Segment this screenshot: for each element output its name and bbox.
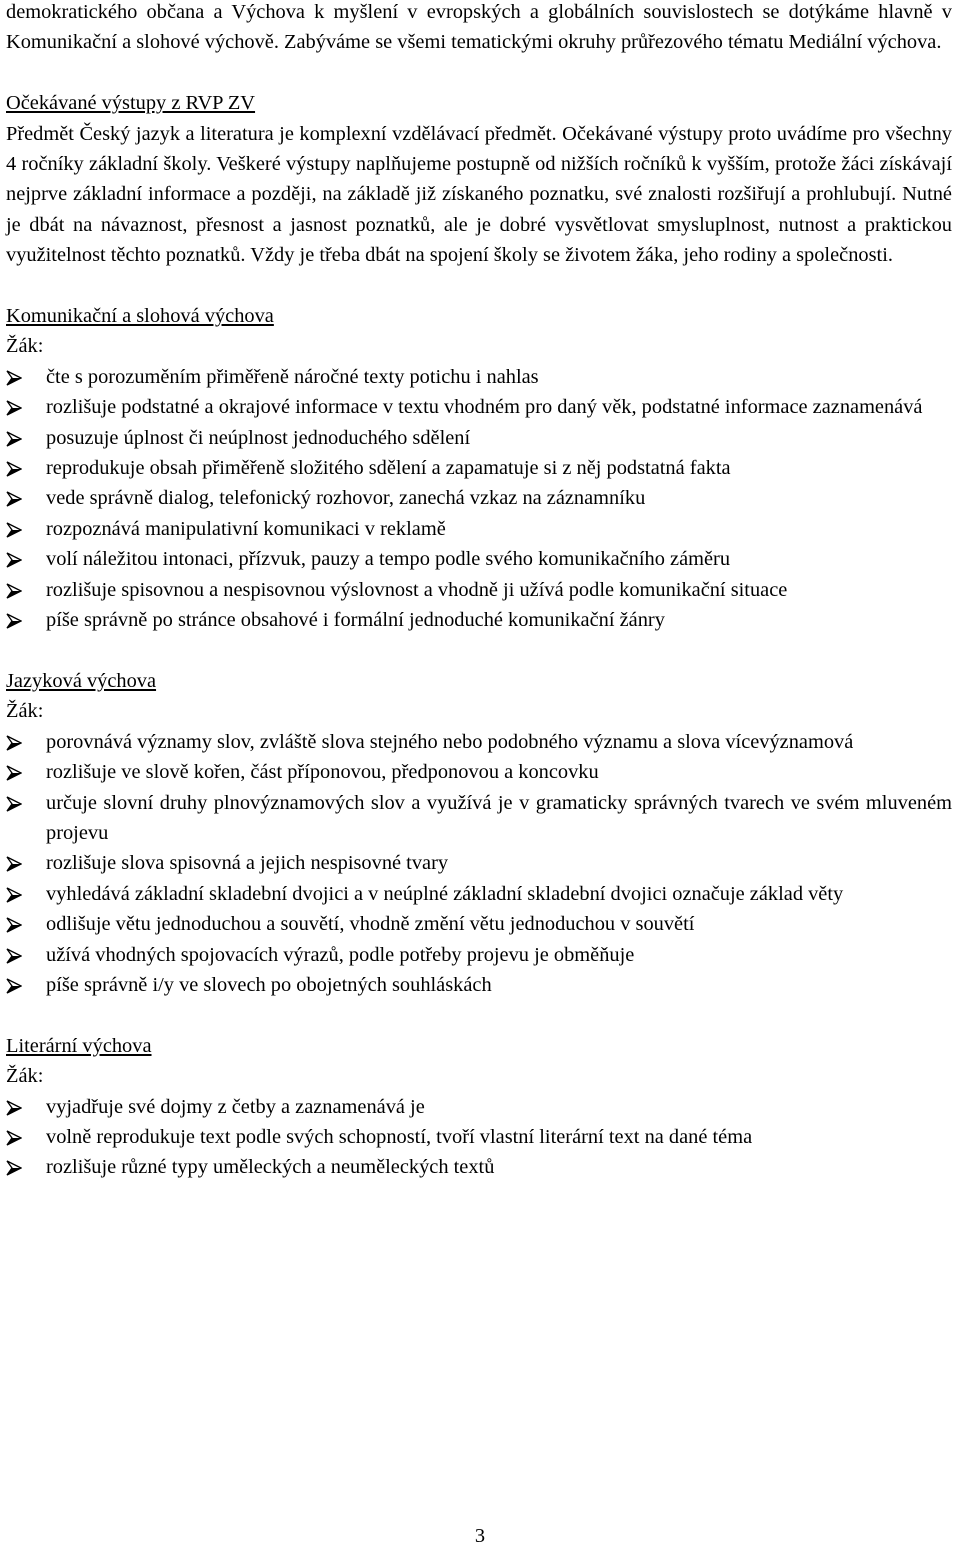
list-item-text: rozlišuje spisovnou a nespisovnou výslovnost a vhodně ji užívá podle komunikační situace bbox=[46, 578, 788, 601]
list-item-text: vyjadřuje své dojmy z četby a zaznamenává je bbox=[46, 1095, 425, 1118]
pupil-label: Žák: bbox=[6, 1065, 44, 1088]
outcome-list bbox=[6, 1092, 952, 1183]
arrowhead-bullet-icon bbox=[6, 796, 22, 812]
list-item-text: píše správně po stránce obsahové i formální jednoduché komunikační žánry bbox=[46, 609, 665, 632]
arrowhead-bullet-icon bbox=[6, 1130, 22, 1146]
list-item bbox=[6, 514, 952, 544]
list-item bbox=[6, 605, 952, 635]
spacer bbox=[6, 636, 952, 666]
spacer bbox=[6, 58, 952, 88]
arrowhead-bullet-icon bbox=[6, 400, 22, 416]
list-item bbox=[6, 757, 952, 787]
list-item-text: vede správně dialog, telefonický rozhovor, zanechá vzkaz na záznamníku bbox=[46, 487, 646, 510]
list-item bbox=[6, 423, 952, 453]
intro-paragraph: demokratického občana a Výchova k myšlení v evropských a globálních souvislostech se dotýkáme hlavně v Komunikační a slohové výchově. Zabýváme se všemi tematickými okruhy průřezového tématu Mediální výchova. bbox=[6, 1, 952, 54]
list-item bbox=[6, 909, 952, 939]
list-item-text: rozlišuje slova spisovná a jejich nespisovné tvary bbox=[46, 852, 449, 875]
list-item-text: volí náležitou intonaci, přízvuk, pauzy a tempo podle svého komunikačního záměru bbox=[46, 548, 731, 571]
arrowhead-bullet-icon bbox=[6, 583, 22, 599]
outcome-list bbox=[6, 362, 952, 636]
list-item-text: rozlišuje ve slově kořen, část příponovou, předponovou a koncovku bbox=[46, 761, 599, 784]
list-item bbox=[6, 1122, 952, 1152]
list-item-text: odlišuje větu jednoduchou a souvětí, vhodně změní větu jednoduchou v souvětí bbox=[46, 913, 695, 936]
arrowhead-bullet-icon bbox=[6, 978, 22, 994]
pupil-label: Žák: bbox=[6, 335, 44, 358]
list-item-text: posuzuje úplnost či neúplnost jednoduchého sdělení bbox=[46, 426, 471, 449]
arrowhead-bullet-icon bbox=[6, 735, 22, 751]
list-item bbox=[6, 362, 952, 392]
arrowhead-bullet-icon bbox=[6, 1100, 22, 1116]
expected-outputs-paragraph: Předmět Český jazyk a literatura je komplexní vzdělávací předmět. Očekávané výstupy proto uvádíme pro všechny 4 ročníky základní školy. Veškeré výstupy naplňujeme postupně od nižších ročníků k vyšším, protože žáci získávají nejprve základní informace a později, na základě již získaného poznatku, své znalosti rozšiřují a prohlubují. Nutné je dbát na návaznost, přesnost a jasnost poznatků, ale je dobré vysvětlovat smysluplnost, nutnost a praktickou využitelnost těchto poznatků. Vždy je třeba dbát na spojení školy se životem žáka, jeho rodiny a společnosti. bbox=[6, 122, 952, 267]
list-item bbox=[6, 940, 952, 970]
arrowhead-bullet-icon bbox=[6, 765, 22, 781]
section-heading: Jazyková výchova bbox=[6, 669, 157, 692]
expected-outputs-heading: Očekávané výstupy z RVP ZV bbox=[6, 92, 256, 115]
list-item-text: rozlišuje podstatné a okrajové informace v textu vhodném pro daný věk, podstatné informace zaznamenává bbox=[46, 396, 923, 419]
pupil-label: Žák: bbox=[6, 700, 44, 723]
list-item-text: užívá vhodných spojovacích výrazů, podle potřeby projevu je obměňuje bbox=[46, 943, 635, 966]
list-item-text: porovnává významy slov, zvláště slova stejného nebo podobného významu a slova vícevýznamová bbox=[46, 730, 854, 753]
arrowhead-bullet-icon bbox=[6, 552, 22, 568]
arrowhead-bullet-icon bbox=[6, 917, 22, 933]
list-item bbox=[6, 970, 952, 1000]
list-item bbox=[6, 879, 952, 909]
list-item-text: určuje slovní druhy plnovýznamových slov a využívá je v gramaticky správných tvarech ve svém mluveném projevu bbox=[46, 791, 952, 844]
list-item bbox=[6, 1152, 952, 1182]
spacer bbox=[6, 1000, 952, 1030]
list-item bbox=[6, 544, 952, 574]
section-heading: Komunikační a slohová výchova bbox=[6, 305, 274, 328]
list-item-text: vyhledává základní skladební dvojici a v neúplné základní skladební dvojici označuje základ věty bbox=[46, 882, 844, 905]
arrowhead-bullet-icon bbox=[6, 613, 22, 629]
outcome-list bbox=[6, 727, 952, 1001]
list-item-text: rozlišuje různé typy uměleckých a neuměleckých textů bbox=[46, 1156, 495, 1179]
arrowhead-bullet-icon bbox=[6, 948, 22, 964]
list-item bbox=[6, 727, 952, 757]
list-item-text: čte s porozuměním přiměřeně náročné texty potichu i nahlas bbox=[46, 365, 539, 388]
arrowhead-bullet-icon bbox=[6, 1160, 22, 1176]
list-item-text: rozpoznává manipulativní komunikaci v reklamě bbox=[46, 517, 446, 540]
arrowhead-bullet-icon bbox=[6, 491, 22, 507]
arrowhead-bullet-icon bbox=[6, 431, 22, 447]
list-item bbox=[6, 453, 952, 483]
list-item-text: volně reprodukuje text podle svých schopností, tvoří vlastní literární text na dané téma bbox=[46, 1125, 753, 1148]
arrowhead-bullet-icon bbox=[6, 856, 22, 872]
section-heading: Literární výchova bbox=[6, 1034, 152, 1057]
list-item bbox=[6, 788, 952, 849]
sections-container bbox=[6, 271, 952, 1183]
arrowhead-bullet-icon bbox=[6, 522, 22, 538]
list-item bbox=[6, 392, 952, 422]
arrowhead-bullet-icon bbox=[6, 370, 22, 386]
list-item-text: reprodukuje obsah přiměřeně složitého sdělení a zapamatuje si z něj podstatná fakta bbox=[46, 457, 731, 480]
list-item bbox=[6, 848, 952, 878]
list-item bbox=[6, 483, 952, 513]
document-page bbox=[6, 0, 952, 1183]
spacer bbox=[6, 271, 952, 301]
arrowhead-bullet-icon bbox=[6, 887, 22, 903]
arrowhead-bullet-icon bbox=[6, 461, 22, 477]
list-item-text: píše správně i/y ve slovech po obojetných souhláskách bbox=[46, 973, 492, 996]
list-item bbox=[6, 1092, 952, 1122]
page-number: 3 bbox=[474, 1525, 486, 1547]
list-item bbox=[6, 575, 952, 605]
